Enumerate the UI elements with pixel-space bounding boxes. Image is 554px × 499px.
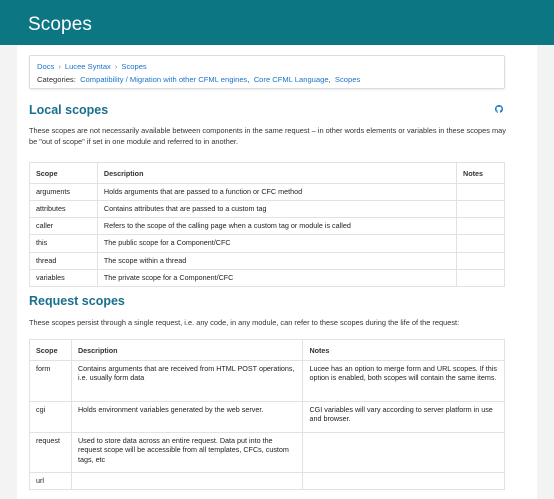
- scope-cell: caller: [30, 218, 98, 235]
- scope-cell: url: [30, 472, 72, 489]
- notes-cell: [457, 252, 505, 269]
- page-title: Scopes: [28, 14, 92, 35]
- table-row: [30, 472, 505, 489]
- scope-cell: attributes: [30, 200, 98, 217]
- description-cell: The scope within a thread: [97, 252, 456, 269]
- table-row: [30, 218, 505, 235]
- scope-cell: this: [30, 235, 98, 252]
- breadcrumb-scopes[interactable]: Scopes: [121, 62, 147, 71]
- description-cell: Holds arguments that are passed to a function or CFC method: [97, 183, 456, 200]
- description-cell: Holds environment variables generated by the web server.: [71, 401, 302, 432]
- column-header-description: Description: [71, 340, 302, 361]
- page-header: [0, 0, 554, 45]
- table-row: [30, 401, 505, 432]
- description-cell: The public scope for a Component/CFC: [97, 235, 456, 252]
- categories-label: Categories:: [37, 75, 76, 84]
- request-scopes-table: [29, 339, 505, 490]
- scope-cell: arguments: [30, 183, 98, 200]
- scope-cell: thread: [30, 252, 98, 269]
- notes-cell: [303, 472, 505, 489]
- description-cell: The private scope for a Component/CFC: [97, 270, 456, 287]
- local-scopes-heading: Local scopes: [29, 103, 109, 117]
- notes-cell: [303, 432, 505, 472]
- table-row: [30, 252, 505, 269]
- breadcrumb-lucee-syntax[interactable]: Lucee Syntax: [64, 62, 111, 71]
- description-cell: Contains arguments that are received from HTML POST operations, i.e. usually form data: [71, 360, 302, 401]
- column-header-description: Description: [97, 163, 456, 184]
- categories-line: Categories: Compatibility / Migration with other CFML engines, Core CFML Language, Scopes: [37, 75, 361, 84]
- request-scopes-heading: Request scopes: [29, 294, 125, 308]
- column-header-scope: Scope: [30, 163, 98, 184]
- local-scopes-table: [29, 162, 505, 287]
- breadcrumb-docs[interactable]: Docs: [37, 62, 55, 71]
- breadcrumb-box: [29, 55, 505, 89]
- scope-cell: variables: [30, 270, 98, 287]
- description-cell: Refers to the scope of the calling page when a custom tag or module is called: [97, 218, 456, 235]
- table-row: [30, 360, 505, 401]
- github-icon[interactable]: [495, 105, 503, 113]
- local-scopes-intro: These scopes are not necessarily available between components in the same request – in other words elements or variables in these scopes may be "out of scope" if set in one module and referred to in another.: [29, 126, 506, 146]
- content-area: [17, 45, 537, 499]
- table-row: [30, 235, 505, 252]
- scope-cell: cgi: [30, 401, 72, 432]
- table-header-row: [30, 340, 505, 361]
- column-header-scope: Scope: [30, 340, 72, 361]
- notes-cell: [457, 200, 505, 217]
- description-cell: Used to store data across an entire request. Data put into the request scope will be accessible from all templates, CFCs, custom tags, etc: [71, 432, 302, 472]
- table-row: [30, 183, 505, 200]
- notes-cell: Lucee has an option to merge form and URL scopes. If this option is enabled, both scopes will contain the same items.: [303, 360, 505, 401]
- breadcrumb: [37, 62, 147, 71]
- category-link-compatibility[interactable]: Compatibility / Migration with other CFML engines: [80, 75, 248, 84]
- scope-cell: form: [30, 360, 72, 401]
- scope-cell: request: [30, 432, 72, 472]
- table-header-row: [30, 163, 505, 184]
- category-link-core-cfml[interactable]: Core CFML Language: [253, 75, 329, 84]
- description-cell: [71, 472, 302, 489]
- table-row: [30, 432, 505, 472]
- breadcrumb-separator: ›: [114, 62, 118, 71]
- description-cell: Contains attributes that are passed to a custom tag: [97, 200, 456, 217]
- notes-cell: [457, 218, 505, 235]
- request-scopes-intro: These scopes persist through a single request, i.e. any code, in any module, can refer to these scopes during the life of the request:: [29, 318, 460, 327]
- notes-cell: [457, 183, 505, 200]
- notes-cell: [457, 235, 505, 252]
- breadcrumb-separator: ›: [58, 62, 61, 71]
- column-header-notes: Notes: [457, 163, 505, 184]
- table-row: [30, 200, 505, 217]
- notes-cell: CGI variables will vary according to server platform in use and browser.: [303, 401, 505, 432]
- category-link-scopes[interactable]: Scopes: [334, 75, 361, 84]
- table-row: [30, 270, 505, 287]
- column-header-notes: Notes: [303, 340, 505, 361]
- notes-cell: [457, 270, 505, 287]
